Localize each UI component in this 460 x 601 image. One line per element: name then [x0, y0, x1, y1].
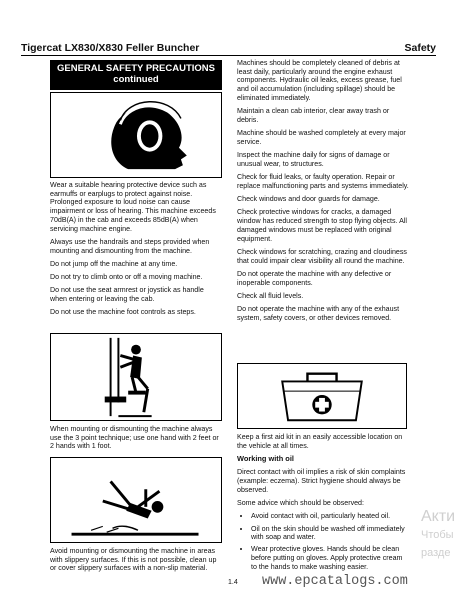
cab-interior-paragraph: Maintain a clean cab interior, clear away trash or debris. [237, 107, 390, 124]
fluid-levels-paragraph: Check all fluid levels. [237, 291, 304, 300]
hearing-paragraph: Wear a suitable hearing protective device such as earmuffs or earplugs to protect against noise. Prolonged exposure to loud noise can cause impairment or loss of hearing. This machine exceeds 70dB(A) in the cab and exceeds 85dB(A) when servicing machine engine. [50, 181, 216, 233]
foot-controls-paragraph: Do not use the machine foot controls as steps. [50, 308, 196, 317]
inspect-paragraph: Inspect the machine daily for signs of damage or unusual wear, to structures. [237, 151, 390, 168]
list-item: • Oil on the skin should be washed off immediately with soap and water. [251, 525, 409, 542]
working-with-oil-heading: Working with oil [237, 454, 294, 463]
document-title: Tigercat LX830/X830 Feller Buncher [21, 42, 200, 54]
right-column-top [237, 59, 409, 327]
first-aid-kit-figure [237, 363, 407, 429]
first-aid-kit-icon [238, 364, 406, 428]
advice-intro: Some advice which should be observed: [237, 499, 364, 507]
hearing-protection-icon [51, 93, 221, 177]
slippery-caption [50, 547, 222, 578]
banner-title: GENERAL SAFETY PRECAUTIONS [56, 63, 215, 74]
armrest-paragraph: Do not use the seat armrest or joystick as handle when entering or leaving the cab. [50, 286, 204, 304]
door-guards-paragraph: Check windows and door guards for damage. [237, 195, 380, 204]
watermark-line: Чтобы [421, 529, 454, 541]
first-aid-paragraph: Keep a first aid kit in an easily accessible location on the vehicle at all times. [237, 433, 403, 450]
exhaust-covers-paragraph: Do not operate the machine with any of the exhaust system, safety covers, or other devices removed. [237, 305, 400, 322]
handrails-paragraph: Always use the handrails and steps provided when mounting and dismounting from the machine. [50, 237, 210, 255]
slipping-person-icon [51, 458, 221, 542]
header-rule [21, 55, 436, 56]
oil-contact-paragraph: Direct contact with oil implies a risk of skin complaints (example: eczema). Strict hygiene should always be observed. [237, 468, 406, 494]
three-point-caption [50, 425, 222, 456]
moving-machine-paragraph: Do not try to climb onto or off a moving machine. [50, 273, 203, 282]
fluid-leaks-paragraph: Check for fluid leaks, or faulty operation. Repair or replace malfunctioning parts and systems immediately. [237, 173, 409, 190]
list-item: • Avoid contact with oil, particularly heated oil. [251, 512, 409, 521]
watermark-line: разде [421, 547, 451, 559]
list-item: • Wear protective gloves. Hands should be clean before putting on gloves. Apply protective cream to the hands to make washing easier. [251, 545, 409, 571]
debris-paragraph: Machines should be completely cleaned of debris at least daily, particularly around the engine exhaust components. Hydraulic oil leaks, excess grease, fuel and oil accumulation (including spillage) should be eliminated immediately. [237, 59, 402, 102]
section-title: Safety [404, 42, 436, 54]
slippery-paragraph: Avoid mounting or dismounting the machine in areas with slippery surfaces. If this is not possible, clean up or cover slippery surfaces with a non-slip material. [50, 547, 217, 573]
wash-paragraph: Machine should be washed completely at every major service. [237, 129, 406, 146]
protective-windows-paragraph: Check protective windows for cracks, a damaged window has reduced strength to stop flying objects. All damaged windows must be replaced with original equipment. [237, 208, 407, 243]
source-url: www.epcatalogs.com [262, 574, 408, 589]
slippery-surface-figure [50, 457, 222, 543]
visibility-paragraph: Check windows for scratching, crazing and cloudiness that could impair clear visibility all round the machine. [237, 247, 407, 265]
three-point-figure [50, 333, 222, 421]
defective-components-paragraph: Do not operate the machine with any defective or inoperable components. [237, 269, 392, 287]
hearing-protection-figure [50, 92, 222, 178]
section-banner [50, 60, 222, 90]
three-point-paragraph: When mounting or dismounting the machine always use the 3 point technique; use one hand with 2 feet or 2 hands with 1 foot. [50, 425, 219, 451]
climbing-step-icon [51, 334, 221, 420]
left-column-top [50, 181, 222, 322]
oil-advice-list [237, 512, 409, 571]
page-number: 1.4 [228, 579, 238, 586]
right-column-bottom [237, 433, 409, 575]
watermark-line: Акти [421, 508, 456, 525]
activation-watermark [421, 508, 455, 562]
no-jump-paragraph: Do not jump off the machine at any time. [50, 259, 178, 268]
banner-subtitle: continued [113, 74, 159, 85]
